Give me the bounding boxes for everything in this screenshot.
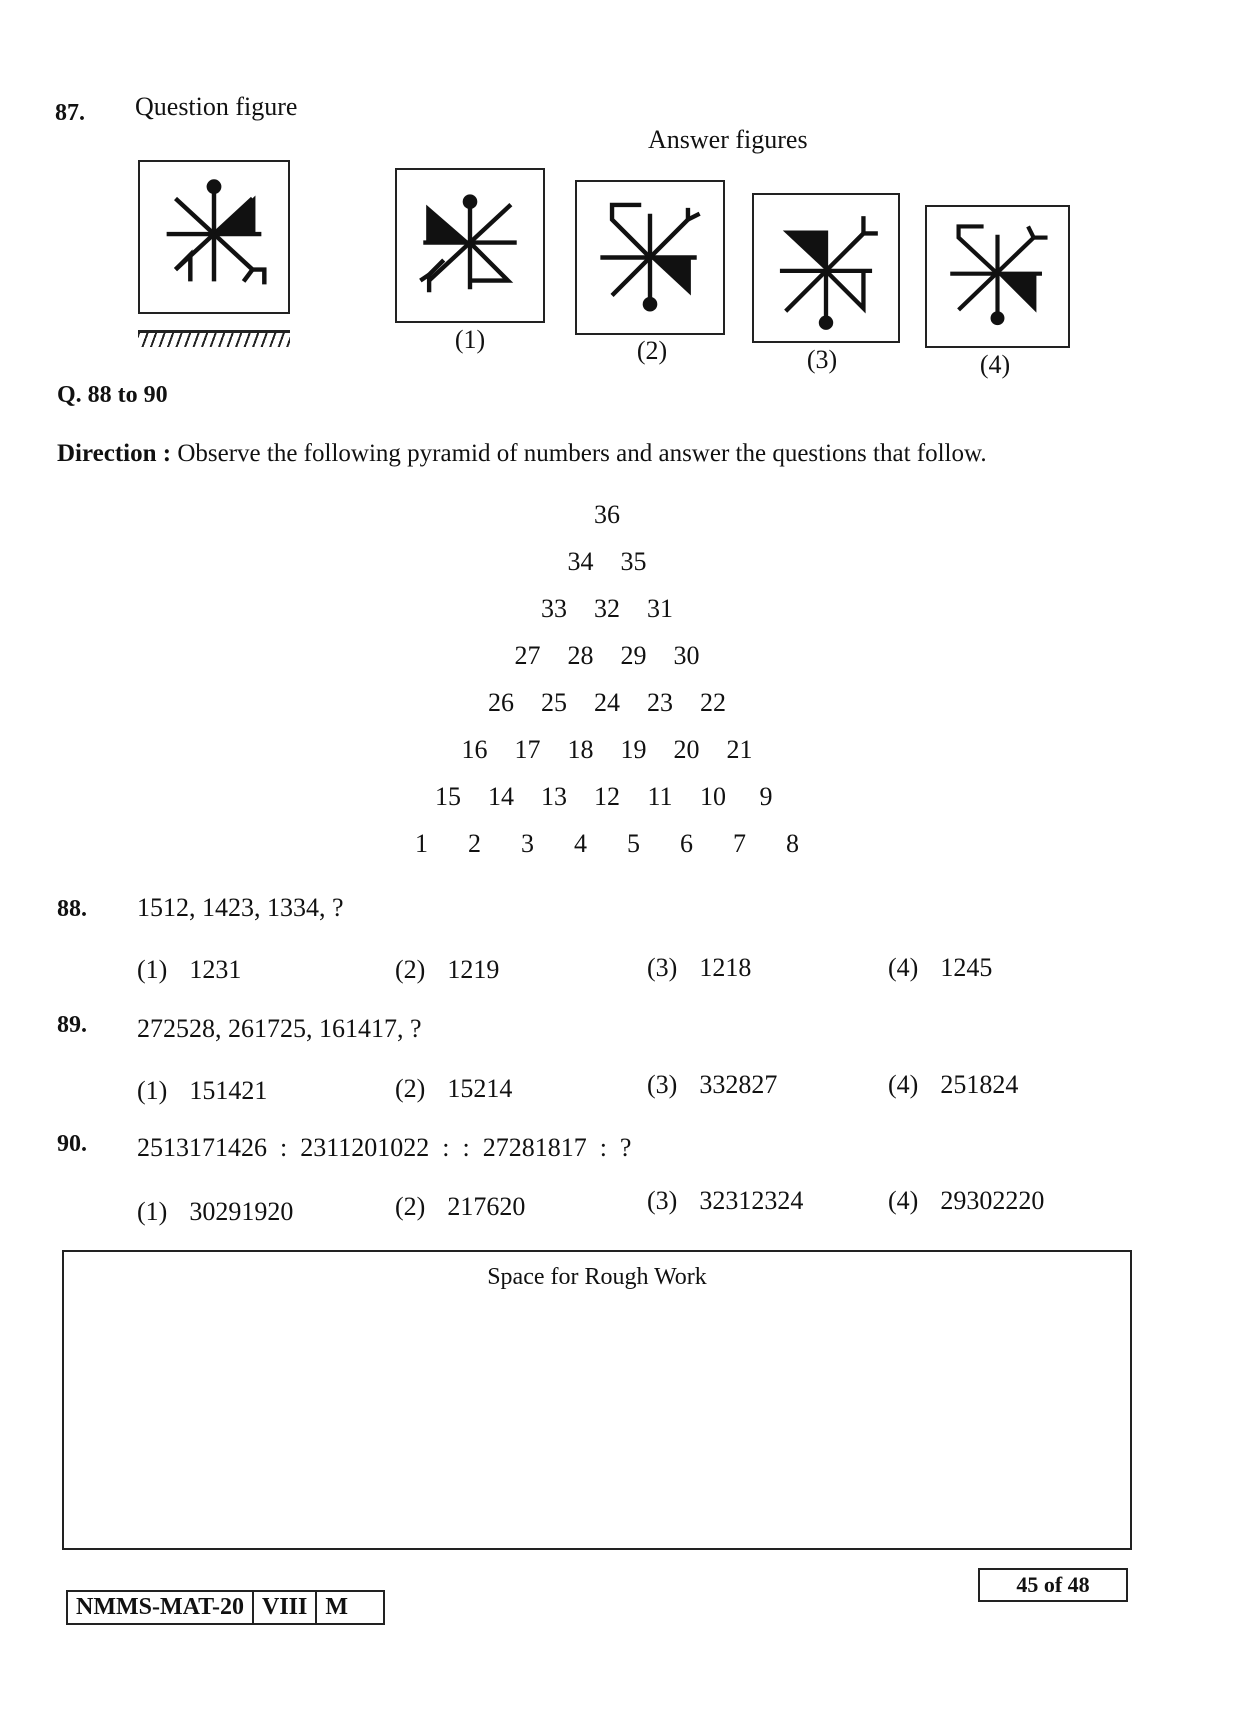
q88-option-2[interactable]: (2) 1219 (395, 955, 500, 984)
question-89-number: 89. (57, 1012, 87, 1038)
answer-caption-2: (2) (636, 336, 668, 365)
pyramid-number: 12 (594, 782, 620, 811)
pyramid-number: 18 (567, 735, 594, 764)
pyramid-number: 30 (673, 641, 700, 670)
answer-caption-1: (1) (454, 325, 486, 354)
q88-option-4[interactable]: (4) 1245 (888, 953, 993, 982)
rough-work-label: Space for Rough Work (487, 1264, 707, 1290)
direction (57, 440, 987, 468)
pyramid-number: 32 (594, 594, 620, 623)
pyramid-number: 17 (514, 735, 541, 764)
pyramid-number: 29 (620, 641, 647, 670)
answer-figure-4 (925, 205, 1070, 348)
pyramid-number: 31 (647, 594, 673, 623)
pyramid-number: 6 (680, 829, 693, 858)
pyramid-number: 11 (647, 782, 673, 811)
pyramid-number: 24 (594, 688, 620, 717)
pyramid-number: 1 (415, 829, 428, 858)
medium-code: M (325, 1594, 348, 1620)
question-90-text: 2513171426 : 2311201022 : : 27281817 : ? (137, 1133, 632, 1162)
q89-option-2[interactable]: (2) 15214 (395, 1074, 513, 1103)
answer-caption-3: (3) (806, 345, 838, 374)
pyramid-number: 5 (627, 829, 640, 858)
class-code: VIII (254, 1592, 317, 1623)
ground-hatch (138, 330, 290, 347)
pyramid-number: 25 (541, 688, 567, 717)
q88-option-1[interactable]: (1) 1231 (137, 955, 242, 984)
pyramid-number: 27 (514, 641, 541, 670)
question-87-number: 87. (55, 100, 85, 126)
direction-text: Observe the following pyramid of numbers and answer the questions that follow. (177, 440, 987, 467)
page-number: 45 of 48 (978, 1568, 1128, 1602)
answer-figure-1 (395, 168, 545, 323)
pyramid-number: 26 (488, 688, 514, 717)
q89-option-1[interactable]: (1) 151421 (137, 1076, 268, 1105)
pyramid-number: 35 (620, 547, 647, 576)
q90-option-1[interactable]: (1) 30291920 (137, 1197, 294, 1226)
question-figure-drawing (140, 162, 288, 312)
pyramid-number: 21 (726, 735, 753, 764)
pyramid-number: 15 (435, 782, 461, 811)
pyramid-number: 8 (786, 829, 799, 858)
q90-option-4[interactable]: (4) 29302220 (888, 1186, 1045, 1215)
pyramid-number: 22 (700, 688, 726, 717)
pyramid-number: 13 (541, 782, 567, 811)
question-89-text: 272528, 261725, 161417, ? (137, 1014, 422, 1043)
answer-caption-4: (4) (979, 350, 1011, 379)
answer-figure-2 (575, 180, 725, 335)
q88-option-3[interactable]: (3) 1218 (647, 953, 752, 982)
q89-option-3[interactable]: (3) 332827 (647, 1070, 778, 1099)
question-figure-label: Question figure (135, 92, 298, 121)
pyramid-number: 14 (488, 782, 514, 811)
direction-label: Direction : (57, 440, 172, 467)
pyramid-number: 2 (468, 829, 481, 858)
pyramid-number: 23 (647, 688, 673, 717)
answer-figure-3 (752, 193, 900, 343)
pyramid-number: 33 (541, 594, 567, 623)
footer-code (66, 1590, 385, 1625)
pyramid-number: 36 (594, 500, 620, 529)
pyramid-number: 34 (567, 547, 594, 576)
pyramid-number: 28 (567, 641, 594, 670)
section-range: Q. 88 to 90 (57, 382, 168, 408)
pyramid-number: 19 (620, 735, 647, 764)
question-88-number: 88. (57, 896, 87, 922)
question-figure (138, 160, 290, 314)
question-88-text: 1512, 1423, 1334, ? (137, 893, 344, 922)
paper-code: NMMS-MAT-20 (68, 1592, 254, 1623)
pyramid-number: 10 (700, 782, 726, 811)
pyramid-number: 7 (733, 829, 746, 858)
pyramid-number: 9 (759, 782, 773, 811)
q90-option-3[interactable]: (3) 32312324 (647, 1186, 804, 1215)
question-90-number: 90. (57, 1131, 87, 1157)
q89-option-4[interactable]: (4) 251824 (888, 1070, 1019, 1099)
pyramid-number: 4 (574, 829, 587, 858)
rough-work-box[interactable] (62, 1250, 1132, 1550)
pyramid-number: 3 (521, 829, 534, 858)
pyramid-number: 16 (461, 735, 488, 764)
q90-option-2[interactable]: (2) 217620 (395, 1192, 526, 1221)
pyramid-number: 20 (673, 735, 700, 764)
answer-figures-label: Answer figures (648, 125, 808, 154)
